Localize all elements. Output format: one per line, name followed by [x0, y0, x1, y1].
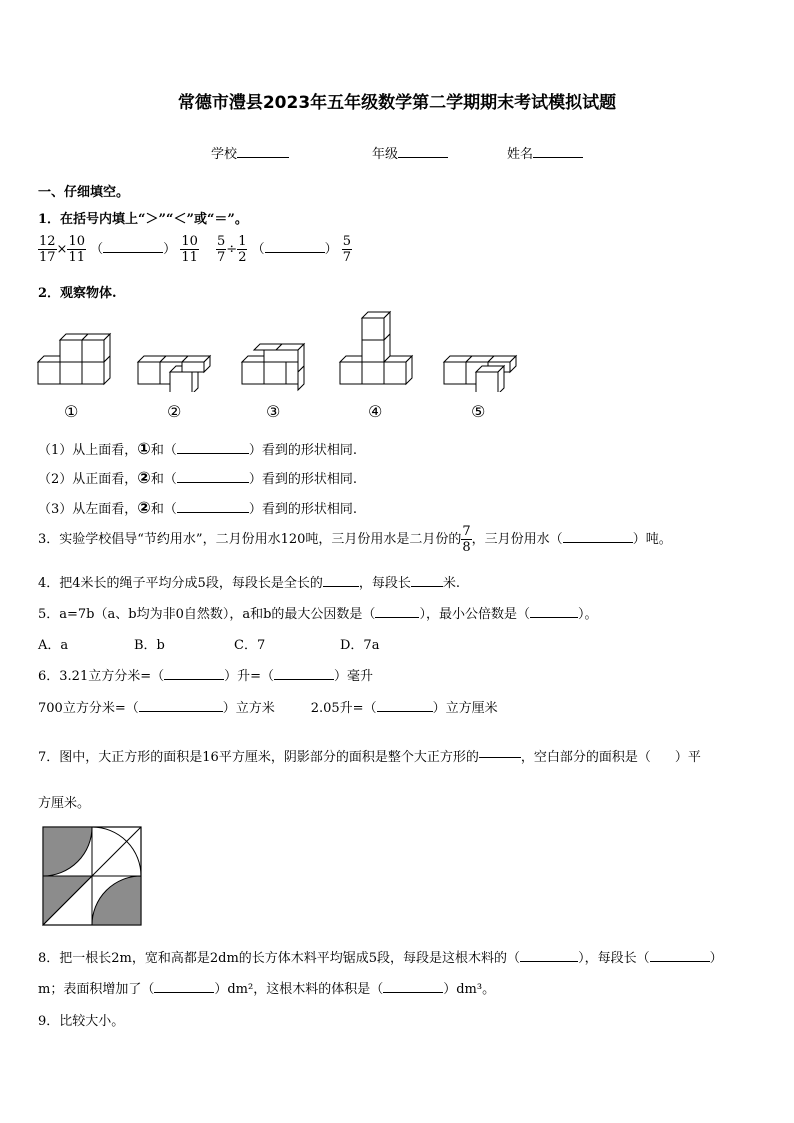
question-8-line-1: 8．把一根长2m，宽和高都是2dm的长方体木料平均锯成5段，每段是这根木料的（ ），每段长（ ）: [38, 947, 723, 966]
q6-answer-4[interactable]: [377, 698, 433, 712]
question-2: 2．观察物体.: [38, 286, 117, 301]
name-label: 姓名: [507, 147, 534, 162]
question-7-cont: 方厘米。: [38, 796, 91, 811]
figure-4-cubes: [340, 312, 412, 384]
q7-square-figure: [42, 826, 142, 926]
question-9: 9．比较大小。: [38, 1014, 125, 1029]
q6-answer-3[interactable]: [139, 698, 223, 712]
q2-answer-3[interactable]: [177, 499, 249, 513]
q5-option-a[interactable]: A．a: [38, 638, 69, 653]
section-heading: 一、仔细填空。: [38, 185, 130, 200]
grade-field[interactable]: [372, 143, 448, 162]
q2-answer-1[interactable]: [177, 440, 249, 454]
grade-label: 年级: [372, 147, 399, 162]
q6-answer-1[interactable]: [164, 666, 224, 680]
question-5: 5．a=7b（a、b均为非0自然数），a和b的最大公因数是（ ），最小公倍数是（ ）。: [38, 603, 597, 622]
q1-expression-2: $\frac{5}{7}$ ÷ $\frac{1}{2}$ （ ） $\frac{5}{7}$: [217, 234, 352, 265]
name-field[interactable]: [507, 143, 583, 162]
figure-label-2: ②: [167, 402, 182, 421]
figure-label-3: ③: [266, 402, 281, 421]
q4-answer-1[interactable]: [323, 573, 359, 587]
question-4: 4．把4米长的绳子平均分成5段，每段长是全长的 ，每段长 米.: [38, 572, 460, 591]
cube-figures: [34, 310, 524, 392]
q8-answer-2[interactable]: [650, 948, 710, 962]
q5-answer-1[interactable]: [375, 604, 419, 618]
figure-5-cubes: [444, 356, 516, 392]
q3-answer[interactable]: [563, 529, 633, 543]
figure-1-cubes: [38, 334, 110, 384]
q8-answer-4[interactable]: [383, 979, 443, 993]
question-6-line-2: 700立方分米=（ ）立方米 2.05升=（ ）立方厘米: [38, 697, 498, 716]
q5-option-d[interactable]: D．7a: [340, 638, 380, 653]
figure-label-5: ⑤: [471, 402, 486, 421]
figure-3-cubes: [242, 344, 304, 390]
figure-label-4: ④: [368, 402, 383, 421]
school-label: 学校: [211, 147, 238, 162]
q6-answer-2[interactable]: [274, 666, 334, 680]
page-title: 常德市澧县2023年五年级数学第二学期期末考试模拟试题: [177, 93, 617, 113]
q2-sub-3: （3）从左面看，②和（ ）看到的形状相同.: [38, 498, 357, 517]
q1-answer-2[interactable]: [265, 239, 325, 253]
q5-option-b[interactable]: B．b: [134, 638, 165, 653]
question-7: 7．图中，大正方形的面积是16平方厘米，阴影部分的面积是整个大正方形的 ，空白部分的面积是（ ）平: [38, 742, 701, 773]
question-3: 3．实验学校倡导“节约用水”，二月份用水120吨，三月份用水是二月份的 $\frac{7}{8}$ ，三月份用水（ ）吨。: [38, 524, 672, 555]
q1-expression-1: $\frac{12}{17}$ × $\frac{10}{11}$ （ ） $\frac{10}{11}$: [39, 234, 198, 265]
figure-2-cubes: [138, 356, 210, 392]
question-8-line-2: m；表面积增加了（ ）dm²，这根木料的体积是（ ）dm³。: [38, 978, 495, 997]
figure-label-1: ①: [64, 402, 79, 421]
q7-fraction-answer[interactable]: [479, 742, 521, 773]
q1-answer-1[interactable]: [103, 239, 163, 253]
question-1: 1．在括号内填上“＞”“＜”或“＝”。: [38, 212, 248, 227]
school-field[interactable]: [211, 143, 289, 162]
q8-answer-1[interactable]: [520, 948, 578, 962]
question-6-line-1: 6．3.21立方分米=（ ）升=（ ）毫升: [38, 665, 373, 684]
q5-answer-2[interactable]: [530, 604, 578, 618]
q4-answer-2[interactable]: [411, 573, 443, 587]
q8-answer-3[interactable]: [154, 979, 214, 993]
q2-sub-2: （2）从正面看，②和（ ）看到的形状相同.: [38, 468, 357, 487]
q5-option-c[interactable]: C．7: [234, 638, 266, 653]
q2-answer-2[interactable]: [177, 469, 249, 483]
q2-sub-1: （1）从上面看，①和（ ）看到的形状相同.: [38, 439, 357, 458]
